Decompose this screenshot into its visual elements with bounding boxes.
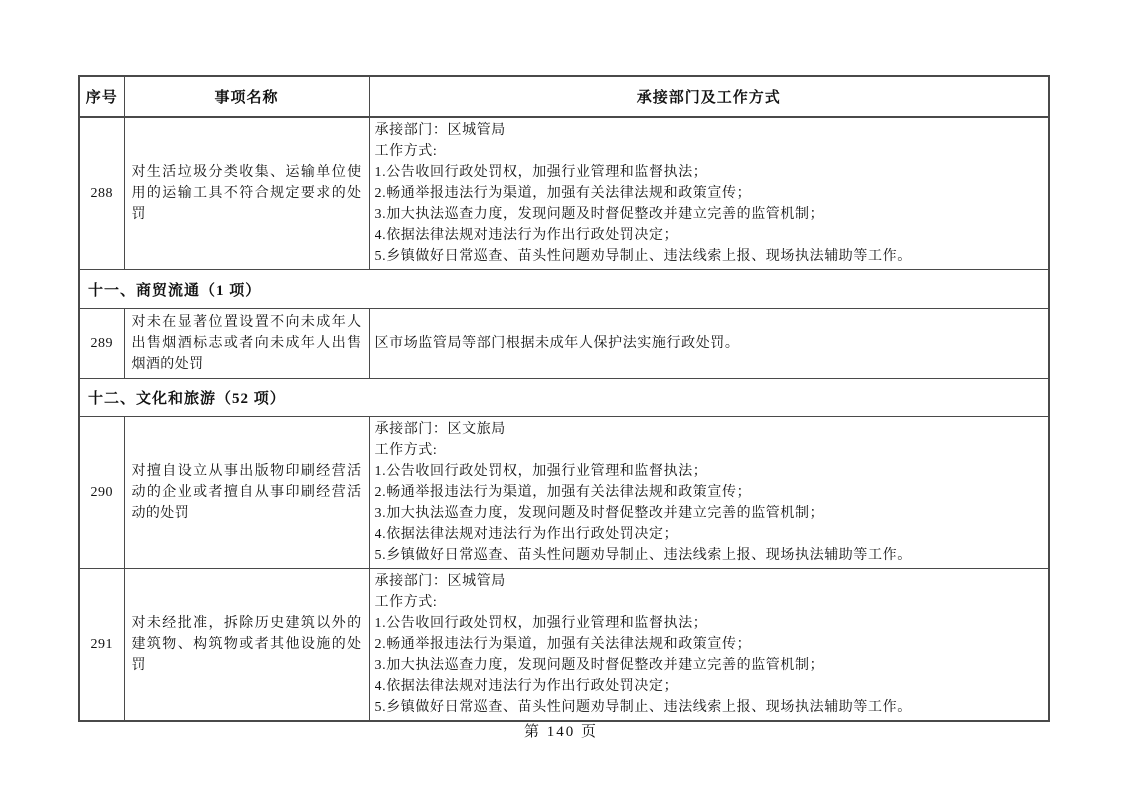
item-detail-cell <box>369 417 1049 569</box>
item-detail-cell <box>369 309 1049 379</box>
item-name: 对未在显著位置设置不向未成年人出售烟酒标志或者向未成年人出售烟酒的处罚 <box>124 309 369 379</box>
table-row-291 <box>79 569 1049 722</box>
detail-work-line: 3.加大执法巡查力度，发现问题及时督促整改并建立完善的监管机制； <box>374 658 825 673</box>
detail-work-line: 1.公告收回行政处罚权，加强行业管理和监督执法； <box>374 616 708 631</box>
detail-department-line: 承接部门：区城管局 <box>374 123 506 138</box>
detail-work-line: 2.畅通举报违法行为渠道，加强有关法律法规和政策宣传； <box>374 485 752 500</box>
detail-work-line: 3.加大执法巡查力度，发现问题及时督促整改并建立完善的监管机制； <box>374 207 825 222</box>
detail-work-line: 2.畅通举报违法行为渠道，加强有关法律法规和政策宣传； <box>374 186 752 201</box>
table-row-289 <box>79 309 1049 379</box>
detail-workmode-label: 工作方式: <box>374 144 438 159</box>
detail-work-line: 4.依据法律法规对违法行为作出行政处罚决定； <box>374 228 679 243</box>
detail-work-line: 4.依据法律法规对违法行为作出行政处罚决定； <box>374 527 679 542</box>
detail-work-line: 5.乡镇做好日常巡查、苗头性问题劝导制止、违法线索上报、现场执法辅助等工作。 <box>374 700 912 715</box>
section-title: 十二、文化和旅游（52 项） <box>79 379 1049 417</box>
item-detail-cell <box>369 117 1049 270</box>
item-number: 289 <box>79 309 124 379</box>
detail-work-line: 3.加大执法巡查力度，发现问题及时督促整改并建立完善的监管机制； <box>374 506 825 521</box>
detail-workmode-label: 工作方式: <box>374 443 438 458</box>
page-number-footer: 第 140 页 <box>523 724 598 740</box>
detail-department-line: 承接部门：区城管局 <box>374 574 506 589</box>
detail-work-line: 5.乡镇做好日常巡查、苗头性问题劝导制止、违法线索上报、现场执法辅助等工作。 <box>374 548 912 563</box>
section-row-culture-tourism <box>79 379 1049 417</box>
header-department: 承接部门及工作方式 <box>369 76 1049 117</box>
section-row-commerce <box>79 270 1049 309</box>
detail-workmode-label: 工作方式: <box>374 595 438 610</box>
detail-work-line: 5.乡镇做好日常巡查、苗头性问题劝导制止、违法线索上报、现场执法辅助等工作。 <box>374 249 912 264</box>
table-row-290 <box>79 417 1049 569</box>
header-index: 序号 <box>79 76 124 117</box>
item-name: 对生活垃圾分类收集、运输单位使用的运输工具不符合规定要求的处罚 <box>124 117 369 270</box>
item-number: 290 <box>79 417 124 569</box>
table-row-288 <box>79 117 1049 270</box>
detail-work-line: 4.依据法律法规对违法行为作出行政处罚决定； <box>374 679 679 694</box>
penalty-items-table <box>78 75 1050 722</box>
item-detail-cell <box>369 569 1049 722</box>
item-name: 对擅自设立从事出版物印刷经营活动的企业或者擅自从事印刷经营活动的处罚 <box>124 417 369 569</box>
item-name: 对未经批准，拆除历史建筑以外的建筑物、构筑物或者其他设施的处罚 <box>124 569 369 722</box>
detail-work-line: 2.畅通举报违法行为渠道，加强有关法律法规和政策宣传； <box>374 637 752 652</box>
detail-work-line: 1.公告收回行政处罚权，加强行业管理和监督执法； <box>374 165 708 180</box>
table-header-row <box>79 76 1049 117</box>
item-number: 288 <box>79 117 124 270</box>
section-title: 十一、商贸流通（1 项） <box>79 270 1049 309</box>
item-number: 291 <box>79 569 124 722</box>
header-item-name: 事项名称 <box>124 76 369 117</box>
detail-department-line: 承接部门：区文旅局 <box>374 422 506 437</box>
detail-work-line: 1.公告收回行政处罚权，加强行业管理和监督执法； <box>374 464 708 479</box>
detail-department-line: 区市场监管局等部门根据未成年人保护法实施行政处罚。 <box>374 336 740 351</box>
